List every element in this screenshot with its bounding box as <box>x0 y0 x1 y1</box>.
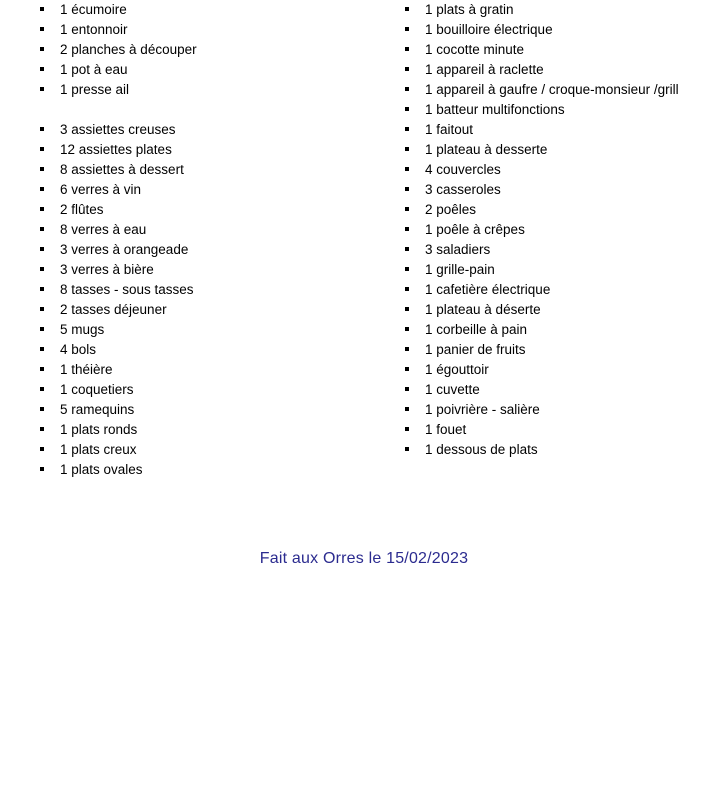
list-item-label: 1 dessous de plats <box>425 442 538 457</box>
document-footer: Fait aux Orres le 15/02/2023 <box>259 550 469 567</box>
bullet-icon <box>405 207 409 211</box>
list-item-label: 12 assiettes plates <box>60 142 172 157</box>
list-item <box>30 260 365 280</box>
bullet-icon <box>40 307 44 311</box>
list-item-label: 1 théière <box>60 362 113 377</box>
list-item-label: 5 ramequins <box>60 402 135 417</box>
list-item-label: 8 verres à eau <box>60 222 147 237</box>
list-item-label: 3 verres à bière <box>60 262 154 277</box>
list-item-label: 1 batteur multifonctions <box>425 102 565 117</box>
bullet-icon <box>40 67 44 71</box>
list-item <box>395 80 728 100</box>
list-item-label: 2 planches à découper <box>60 42 197 57</box>
list-item-label: 1 cuvette <box>425 382 480 397</box>
list-item <box>395 0 728 20</box>
list-item-label: 3 verres à orangeade <box>60 242 189 257</box>
list-item <box>395 300 728 320</box>
bullet-icon <box>405 127 409 131</box>
list-item-label: 1 grille-pain <box>425 262 495 277</box>
list-item-label: 1 plats ronds <box>60 422 138 437</box>
bullet-icon <box>40 327 44 331</box>
list-item <box>395 360 728 380</box>
list-item-label: 5 mugs <box>60 322 105 337</box>
list-item-label: 6 verres à vin <box>60 182 142 197</box>
list-item <box>395 140 728 160</box>
bullet-icon <box>40 347 44 351</box>
bullet-icon <box>405 147 409 151</box>
list-item <box>30 460 365 480</box>
list-item <box>30 120 365 140</box>
list-item <box>395 20 728 40</box>
bullet-icon <box>40 407 44 411</box>
list-item-label: 3 saladiers <box>425 242 491 257</box>
list-item-label: 1 faitout <box>425 122 474 137</box>
list-item <box>30 400 365 420</box>
list-item <box>30 420 365 440</box>
list-item-label: 1 coquetiers <box>60 382 134 397</box>
list-item <box>395 220 728 240</box>
bullet-icon <box>40 447 44 451</box>
bullet-icon <box>405 67 409 71</box>
list-item <box>395 240 728 260</box>
bullet-icon <box>40 227 44 231</box>
list-item <box>395 40 728 60</box>
bullet-icon <box>40 167 44 171</box>
list-item <box>395 160 728 180</box>
list-item <box>395 440 728 460</box>
bullet-icon <box>40 387 44 391</box>
bullet-icon <box>40 207 44 211</box>
bullet-icon <box>40 287 44 291</box>
list-item-label: 1 appareil à gaufre / croque-monsieur /grill <box>425 82 679 97</box>
list-item-label: 1 égouttoir <box>425 362 489 377</box>
list-item-label: 1 poêle à crêpes <box>425 222 525 237</box>
list-item-label: 1 panier de fruits <box>425 342 526 357</box>
list-item <box>395 280 728 300</box>
bullet-icon <box>405 327 409 331</box>
bullet-icon <box>405 107 409 111</box>
bullet-icon <box>405 227 409 231</box>
list-item <box>395 320 728 340</box>
inventory-column-right <box>365 0 728 460</box>
bullet-icon <box>40 127 44 131</box>
bullet-icon <box>40 247 44 251</box>
list-item <box>395 180 728 200</box>
list-item-label: 1 cocotte minute <box>425 42 525 57</box>
list-item <box>30 280 365 300</box>
list-item-label: 8 assiettes à dessert <box>60 162 184 177</box>
list-item-label: 1 plateau à déserte <box>425 302 541 317</box>
list-item-label: 3 assiettes creuses <box>60 122 176 137</box>
bullet-icon <box>40 7 44 11</box>
list-item <box>30 240 365 260</box>
bullet-icon <box>405 167 409 171</box>
bullet-icon <box>405 287 409 291</box>
list-item <box>30 20 365 40</box>
bullet-icon <box>405 347 409 351</box>
bullet-icon <box>40 87 44 91</box>
bullet-icon <box>405 27 409 31</box>
bullet-icon <box>405 87 409 91</box>
bullet-icon <box>405 387 409 391</box>
list-item <box>30 180 365 200</box>
list-item <box>395 260 728 280</box>
list-item <box>30 60 365 80</box>
list-item <box>30 380 365 400</box>
list-item-label: 1 plateau à desserte <box>425 142 548 157</box>
list-item-label: 1 poivrière - salière <box>425 402 540 417</box>
list-item <box>30 320 365 340</box>
bullet-icon <box>405 7 409 11</box>
list-item <box>30 160 365 180</box>
bullet-icon <box>405 447 409 451</box>
bullet-icon <box>40 267 44 271</box>
inventory-list-right <box>395 0 728 460</box>
bullet-icon <box>405 307 409 311</box>
list-item <box>30 340 365 360</box>
bullet-icon <box>40 467 44 471</box>
list-item <box>395 100 728 120</box>
bullet-icon <box>405 367 409 371</box>
bullet-icon <box>405 187 409 191</box>
list-item-label: 1 entonnoir <box>60 22 128 37</box>
list-item <box>30 140 365 160</box>
list-item <box>395 340 728 360</box>
list-item-label: 1 appareil à raclette <box>425 62 544 77</box>
list-item <box>395 120 728 140</box>
bullet-icon <box>405 47 409 51</box>
list-item-label: 1 presse ail <box>60 82 130 97</box>
list-item-label: 2 tasses déjeuner <box>60 302 167 317</box>
bullet-icon <box>40 47 44 51</box>
list-item <box>30 220 365 240</box>
bullet-icon <box>40 187 44 191</box>
list-item <box>30 200 365 220</box>
list-item-label: 1 plats à gratin <box>425 2 514 17</box>
list-item-label: 1 bouilloire électrique <box>425 22 553 37</box>
list-item <box>395 200 728 220</box>
list-item-label: 1 écumoire <box>60 2 127 17</box>
list-item-label: 1 corbeille à pain <box>425 322 528 337</box>
list-item <box>395 60 728 80</box>
bullet-icon <box>40 147 44 151</box>
list-item <box>30 0 365 20</box>
list-item <box>30 40 365 60</box>
list-item-label: 1 fouet <box>425 422 467 437</box>
inventory-column-left <box>0 0 365 480</box>
list-item <box>30 80 365 100</box>
list-item-label: 1 cafetière électrique <box>425 282 551 297</box>
list-item-label: 1 pot à eau <box>60 62 128 77</box>
list-item-label: 3 casseroles <box>425 182 501 197</box>
inventory-list-left <box>30 0 365 480</box>
list-item <box>395 380 728 400</box>
bullet-icon <box>405 407 409 411</box>
bullet-icon <box>40 27 44 31</box>
bullet-icon <box>405 247 409 251</box>
list-item-label: 1 plats creux <box>60 442 137 457</box>
bullet-icon <box>40 367 44 371</box>
list-item-label: 4 couvercles <box>425 162 501 177</box>
list-item-label: 4 bols <box>60 342 97 357</box>
list-spacer <box>30 100 365 120</box>
bullet-icon <box>40 427 44 431</box>
list-item <box>30 440 365 460</box>
bullet-icon <box>405 427 409 431</box>
list-item <box>30 300 365 320</box>
list-item-label: 8 tasses - sous tasses <box>60 282 194 297</box>
list-item <box>395 420 728 440</box>
list-item-label: 2 poêles <box>425 202 477 217</box>
list-item-label: 1 plats ovales <box>60 462 143 477</box>
list-item <box>395 400 728 420</box>
bullet-icon <box>405 267 409 271</box>
list-item-label: 2 flûtes <box>60 202 104 217</box>
list-item <box>30 360 365 380</box>
